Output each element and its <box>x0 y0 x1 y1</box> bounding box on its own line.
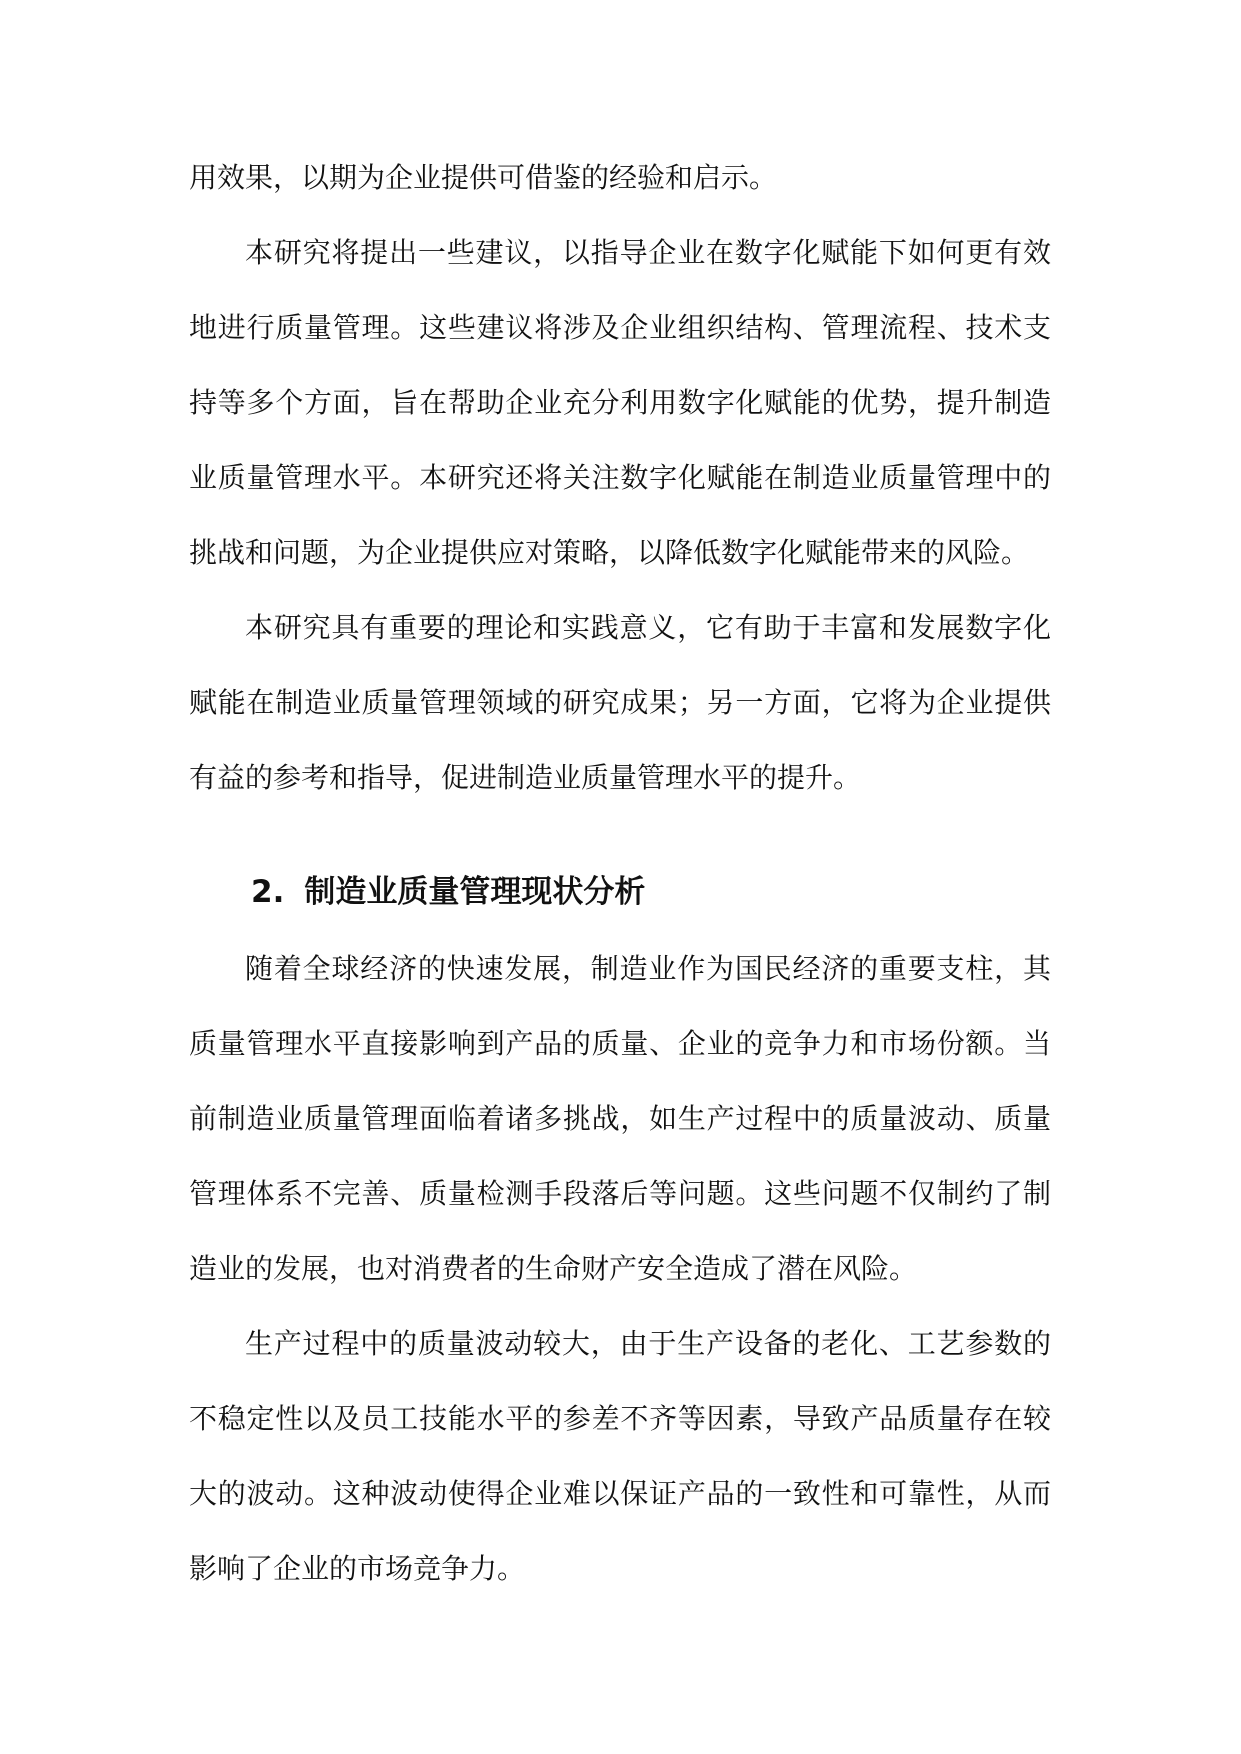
paragraph-continuation: 用效果，以期为企业提供可借鉴的经验和启示。 <box>189 161 778 194</box>
section-title: 制造业质量管理现状分析 <box>304 874 646 910</box>
section-number: 2. <box>251 874 285 910</box>
section-heading <box>189 853 1051 931</box>
paragraph-recommendations: 本研究将提出一些建议，以指导企业在数字化赋能下如何更有效地进行质量管理。这些建议将涉及企业组织结构、管理流程、技术支持等多个方面，旨在帮助企业充分利用数字化赋能的优势，提升制造业质量管理水平。本研究还将关注数字化赋能在制造业质量管理中的挑战和问题，为企业提供应对策略，以降低数字化赋能带来的风险。 <box>189 236 1051 569</box>
paragraph-current-status: 随着全球经济的快速发展，制造业作为国民经济的重要支柱，其质量管理水平直接影响到产品的质量、企业的竞争力和市场份额。当前制造业质量管理面临着诸多挑战，如生产过程中的质量波动、质量管理体系不完善、质量检测手段落后等问题。这些问题不仅制约了制造业的发展，也对消费者的生命财产安全造成了潜在风险。 <box>189 952 1051 1285</box>
document-body <box>189 140 1051 1606</box>
paragraph-significance: 本研究具有重要的理论和实践意义，它有助于丰富和发展数字化赋能在制造业质量管理领域的研究成果；另一方面，它将为企业提供有益的参考和指导，促进制造业质量管理水平的提升。 <box>189 611 1051 794</box>
paragraph-quality-fluctuation: 生产过程中的质量波动较大，由于生产设备的老化、工艺参数的不稳定性以及员工技能水平的参差不齐等因素，导致产品质量存在较大的波动。这种波动使得企业难以保证产品的一致性和可靠性，从而影响了企业的市场竞争力。 <box>189 1327 1051 1585</box>
